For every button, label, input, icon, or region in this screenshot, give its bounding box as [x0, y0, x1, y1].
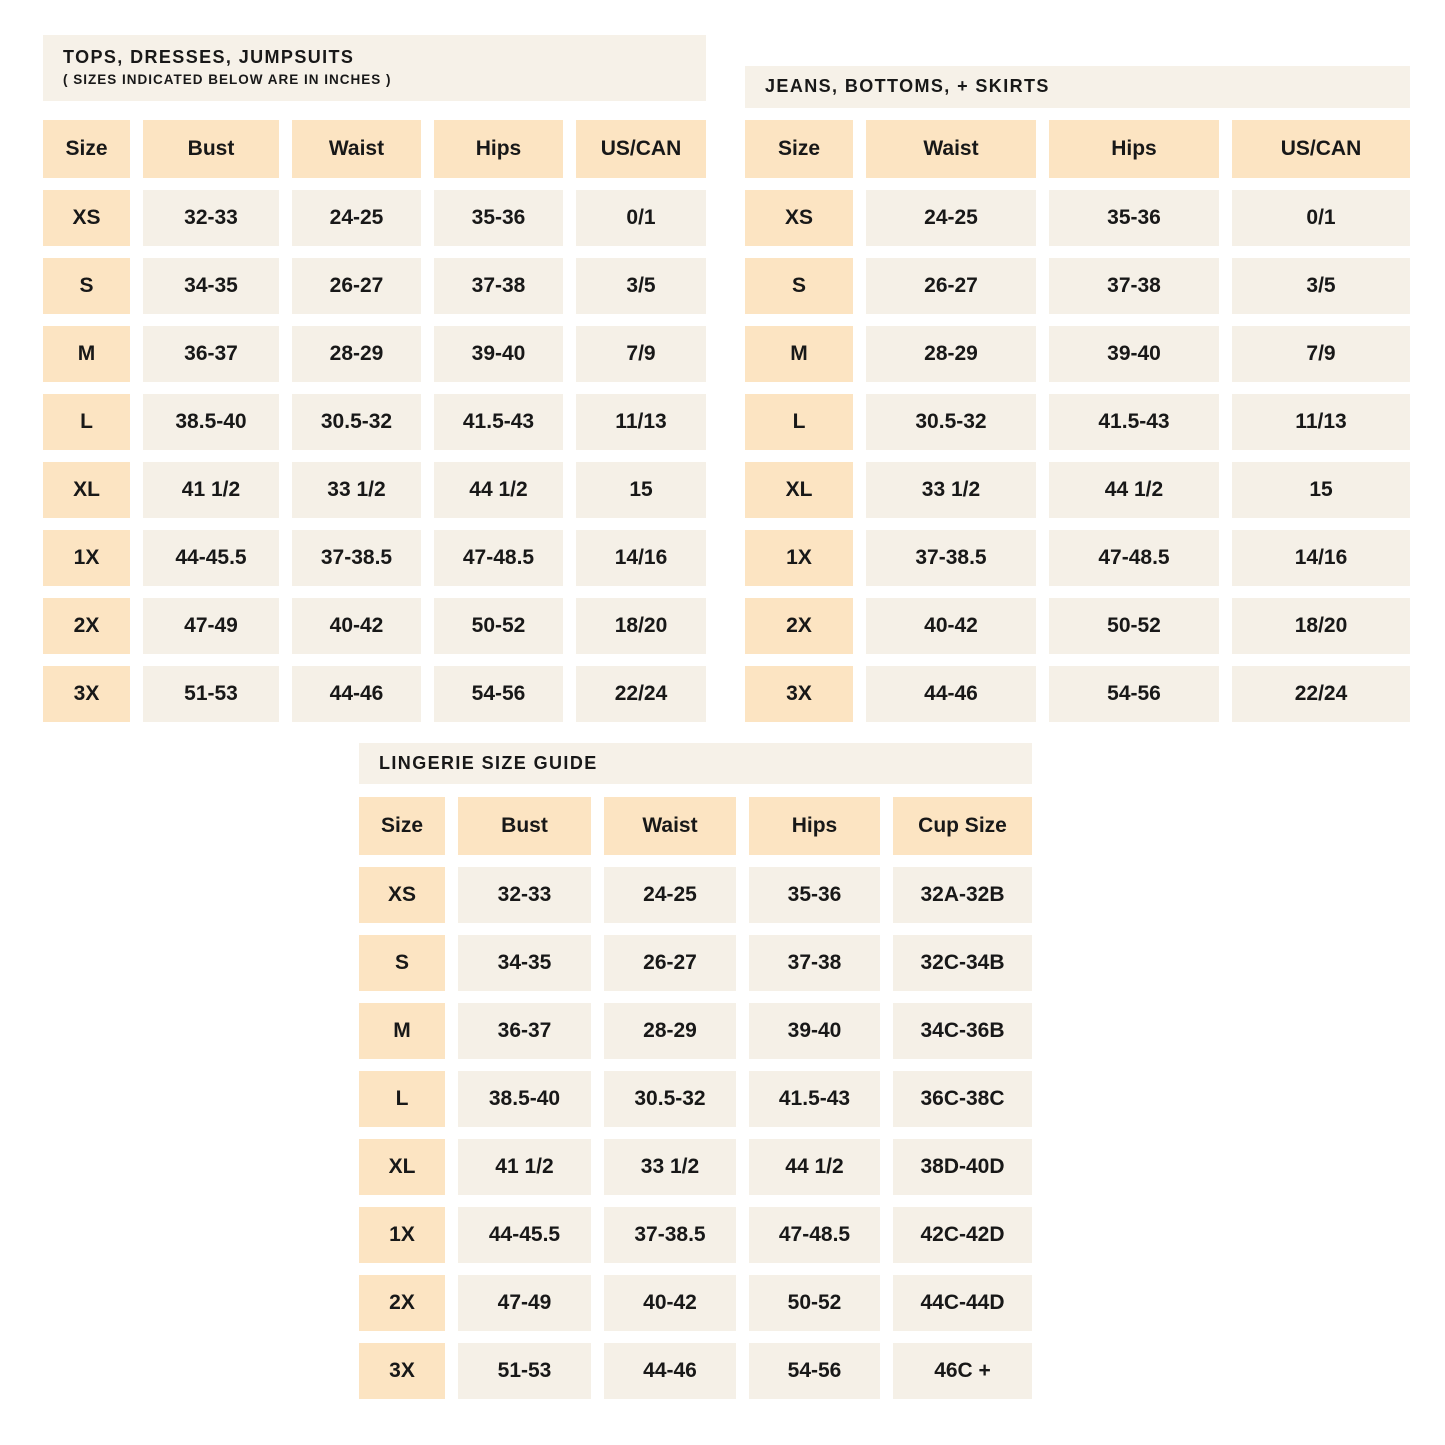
column-header-waist: Waist: [292, 120, 421, 178]
size-label-cell: S: [359, 935, 445, 991]
value-cell: 37-38.5: [292, 530, 421, 586]
value-cell: 11/13: [1232, 394, 1410, 450]
column-header-hips: Hips: [749, 797, 880, 855]
size-label-cell: XL: [745, 462, 853, 518]
value-cell: 35-36: [434, 190, 563, 246]
value-cell: 38.5-40: [143, 394, 279, 450]
size-label-cell: XL: [43, 462, 130, 518]
value-cell: 47-48.5: [749, 1207, 880, 1263]
tops-table-subtitle: ( SIZES INDICATED BELOW ARE IN INCHES ): [63, 71, 392, 87]
column-header-size: Size: [359, 797, 445, 855]
value-cell: 41.5-43: [1049, 394, 1219, 450]
value-cell: 50-52: [434, 598, 563, 654]
tops-table-title: TOPS, DRESSES, JUMPSUITS: [63, 47, 355, 68]
value-cell: 37-38: [749, 935, 880, 991]
value-cell: 37-38: [434, 258, 563, 314]
value-cell: 22/24: [1232, 666, 1410, 722]
value-cell: 51-53: [143, 666, 279, 722]
value-cell: 7/9: [576, 326, 706, 382]
size-label-cell: M: [745, 326, 853, 382]
value-cell: 36C-38C: [893, 1071, 1032, 1127]
size-label-cell: 2X: [359, 1275, 445, 1331]
value-cell: 26-27: [292, 258, 421, 314]
value-cell: 26-27: [866, 258, 1036, 314]
value-cell: 22/24: [576, 666, 706, 722]
value-cell: 18/20: [1232, 598, 1410, 654]
tops-table-title-banner: [43, 35, 706, 101]
value-cell: 26-27: [604, 935, 736, 991]
value-cell: 30.5-32: [604, 1071, 736, 1127]
column-header-waist: Waist: [604, 797, 736, 855]
size-label-cell: XS: [745, 190, 853, 246]
value-cell: 54-56: [434, 666, 563, 722]
value-cell: 28-29: [292, 326, 421, 382]
size-label-cell: XS: [43, 190, 130, 246]
size-label-cell: 1X: [745, 530, 853, 586]
value-cell: 40-42: [866, 598, 1036, 654]
value-cell: 33 1/2: [866, 462, 1036, 518]
value-cell: 3/5: [576, 258, 706, 314]
value-cell: 37-38.5: [866, 530, 1036, 586]
value-cell: 35-36: [749, 867, 880, 923]
value-cell: 44 1/2: [1049, 462, 1219, 518]
value-cell: 0/1: [1232, 190, 1410, 246]
value-cell: 15: [576, 462, 706, 518]
value-cell: 30.5-32: [292, 394, 421, 450]
value-cell: 33 1/2: [292, 462, 421, 518]
value-cell: 50-52: [749, 1275, 880, 1331]
jeans-size-table: [745, 120, 1410, 722]
value-cell: 50-52: [1049, 598, 1219, 654]
size-label-cell: 3X: [359, 1343, 445, 1399]
value-cell: 44 1/2: [749, 1139, 880, 1195]
value-cell: 41 1/2: [143, 462, 279, 518]
value-cell: 38D-40D: [893, 1139, 1032, 1195]
value-cell: 28-29: [604, 1003, 736, 1059]
value-cell: 11/13: [576, 394, 706, 450]
column-header-waist: Waist: [866, 120, 1036, 178]
value-cell: 44-46: [292, 666, 421, 722]
value-cell: 32A-32B: [893, 867, 1032, 923]
jeans-table-title-banner: [745, 66, 1410, 108]
value-cell: 41.5-43: [749, 1071, 880, 1127]
value-cell: 24-25: [866, 190, 1036, 246]
size-label-cell: XS: [359, 867, 445, 923]
size-label-cell: L: [359, 1071, 445, 1127]
value-cell: 24-25: [604, 867, 736, 923]
column-header-size: Size: [745, 120, 853, 178]
jeans-table-title: JEANS, BOTTOMS, + SKIRTS: [765, 76, 1050, 97]
value-cell: 36-37: [458, 1003, 591, 1059]
value-cell: 44-45.5: [143, 530, 279, 586]
size-label-cell: L: [43, 394, 130, 450]
column-header-us-can: US/CAN: [576, 120, 706, 178]
size-label-cell: S: [43, 258, 130, 314]
value-cell: 54-56: [749, 1343, 880, 1399]
value-cell: 41 1/2: [458, 1139, 591, 1195]
size-label-cell: M: [43, 326, 130, 382]
value-cell: 44-46: [866, 666, 1036, 722]
value-cell: 14/16: [576, 530, 706, 586]
lingerie-table-title: LINGERIE SIZE GUIDE: [379, 752, 598, 773]
size-label-cell: 1X: [43, 530, 130, 586]
size-label-cell: 2X: [43, 598, 130, 654]
value-cell: 47-48.5: [434, 530, 563, 586]
value-cell: 44 1/2: [434, 462, 563, 518]
size-label-cell: L: [745, 394, 853, 450]
value-cell: 37-38: [1049, 258, 1219, 314]
value-cell: 36-37: [143, 326, 279, 382]
value-cell: 7/9: [1232, 326, 1410, 382]
value-cell: 39-40: [434, 326, 563, 382]
size-label-cell: 3X: [745, 666, 853, 722]
tops-size-table: [43, 120, 706, 722]
value-cell: 34C-36B: [893, 1003, 1032, 1059]
value-cell: 54-56: [1049, 666, 1219, 722]
value-cell: 39-40: [1049, 326, 1219, 382]
value-cell: 44-45.5: [458, 1207, 591, 1263]
value-cell: 44-46: [604, 1343, 736, 1399]
value-cell: 34-35: [458, 935, 591, 991]
value-cell: 46C +: [893, 1343, 1032, 1399]
size-label-cell: S: [745, 258, 853, 314]
value-cell: 3/5: [1232, 258, 1410, 314]
value-cell: 44C-44D: [893, 1275, 1032, 1331]
size-label-cell: XL: [359, 1139, 445, 1195]
column-header-hips: Hips: [434, 120, 563, 178]
size-label-cell: M: [359, 1003, 445, 1059]
value-cell: 47-48.5: [1049, 530, 1219, 586]
value-cell: 15: [1232, 462, 1410, 518]
column-header-cup-size: Cup Size: [893, 797, 1032, 855]
value-cell: 42C-42D: [893, 1207, 1032, 1263]
value-cell: 32-33: [143, 190, 279, 246]
column-header-bust: Bust: [458, 797, 591, 855]
value-cell: 18/20: [576, 598, 706, 654]
size-label-cell: 3X: [43, 666, 130, 722]
value-cell: 40-42: [292, 598, 421, 654]
value-cell: 35-36: [1049, 190, 1219, 246]
value-cell: 33 1/2: [604, 1139, 736, 1195]
value-cell: 34-35: [143, 258, 279, 314]
value-cell: 51-53: [458, 1343, 591, 1399]
lingerie-table-title-banner: [359, 743, 1032, 784]
column-header-size: Size: [43, 120, 130, 178]
size-label-cell: 2X: [745, 598, 853, 654]
value-cell: 32-33: [458, 867, 591, 923]
column-header-bust: Bust: [143, 120, 279, 178]
value-cell: 47-49: [458, 1275, 591, 1331]
value-cell: 14/16: [1232, 530, 1410, 586]
value-cell: 38.5-40: [458, 1071, 591, 1127]
value-cell: 0/1: [576, 190, 706, 246]
column-header-hips: Hips: [1049, 120, 1219, 178]
value-cell: 32C-34B: [893, 935, 1032, 991]
value-cell: 28-29: [866, 326, 1036, 382]
value-cell: 30.5-32: [866, 394, 1036, 450]
lingerie-size-table: [359, 797, 1032, 1399]
value-cell: 47-49: [143, 598, 279, 654]
value-cell: 41.5-43: [434, 394, 563, 450]
value-cell: 40-42: [604, 1275, 736, 1331]
value-cell: 37-38.5: [604, 1207, 736, 1263]
value-cell: 24-25: [292, 190, 421, 246]
value-cell: 39-40: [749, 1003, 880, 1059]
column-header-us-can: US/CAN: [1232, 120, 1410, 178]
size-label-cell: 1X: [359, 1207, 445, 1263]
